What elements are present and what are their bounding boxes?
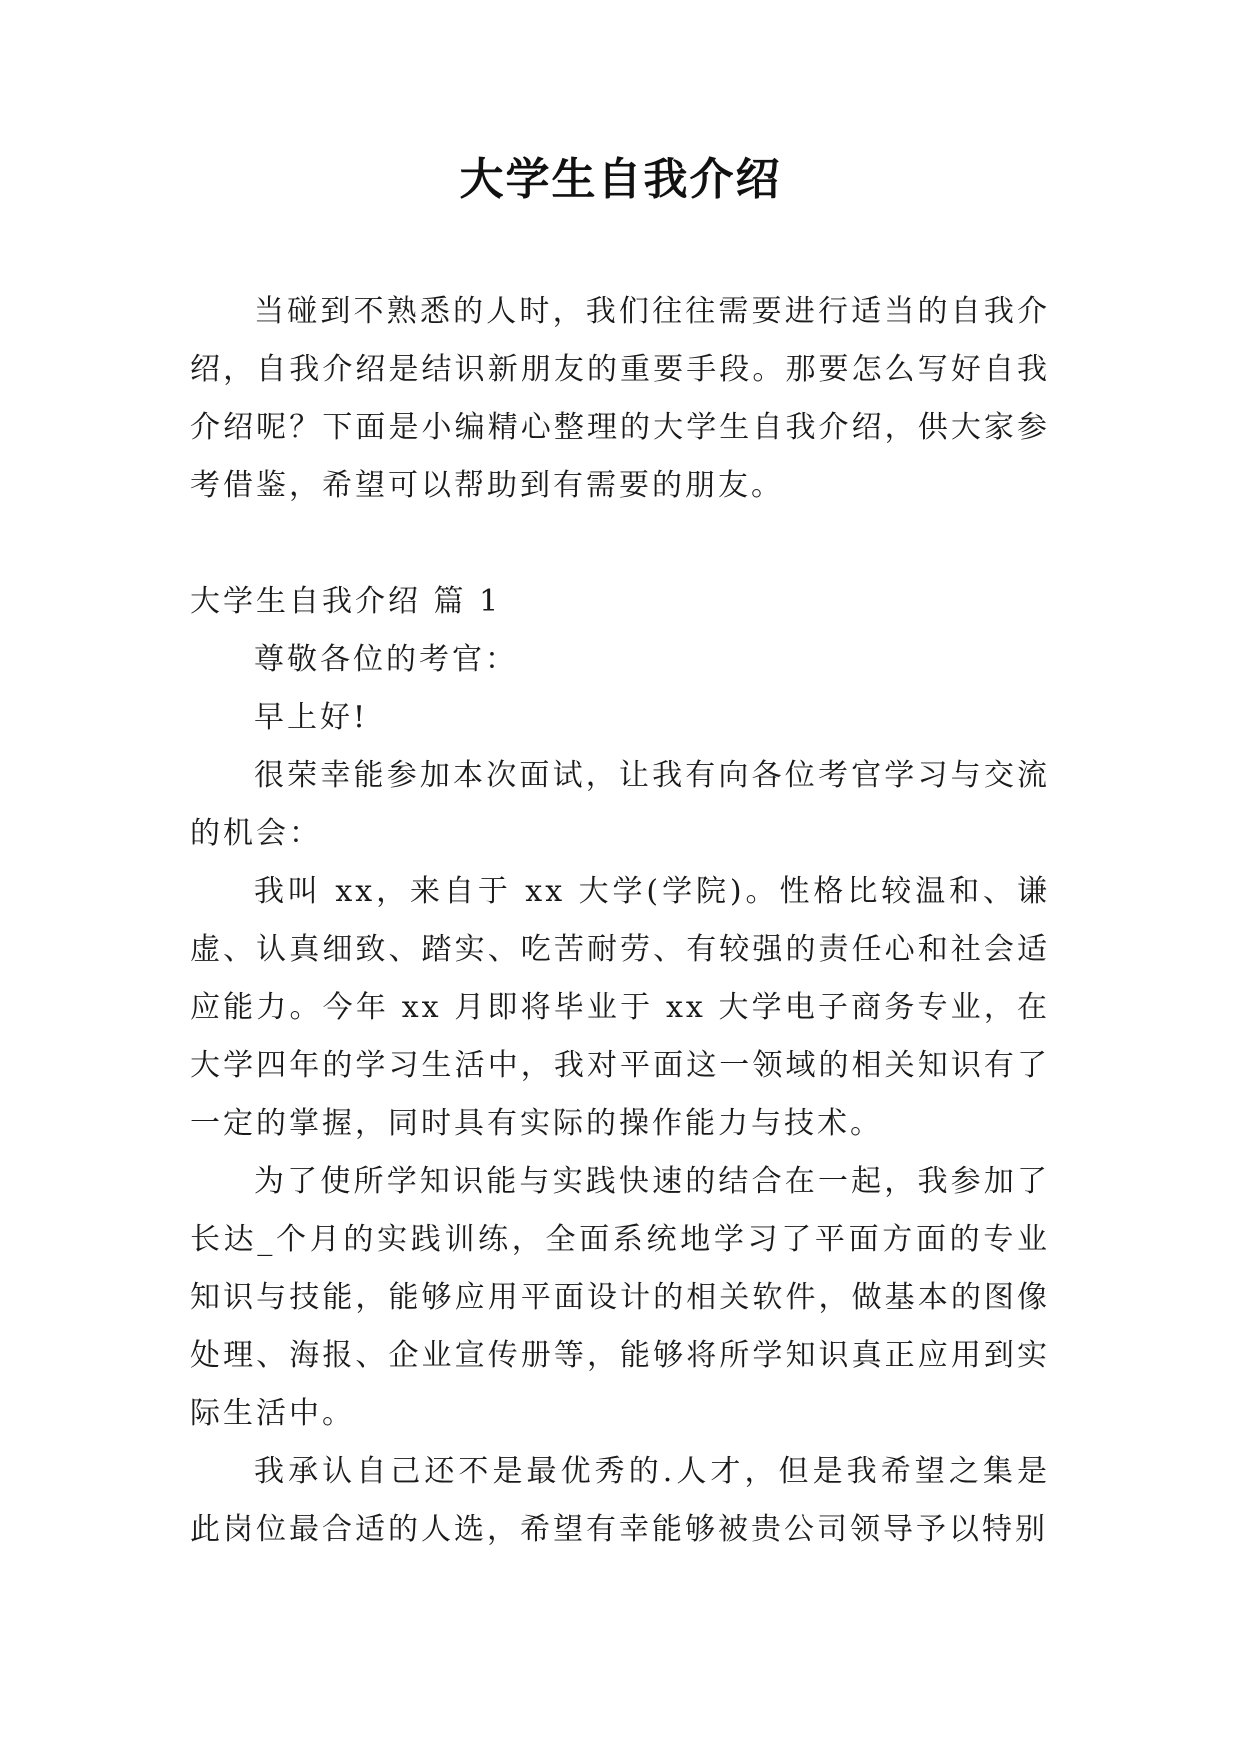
greeting-paragraph: 早上好! xyxy=(254,700,369,735)
salutation-paragraph: 尊敬各位的考官： xyxy=(254,642,518,677)
body-paragraph: 为了使所学知识能与实践快速的结合在一起，我参加了长达_个月的实践训练，全面系统地学习了平面方面的专业知识与技能，能够应用平面设计的相关软件，做基本的图像处理、海报、企业宣传册等，能够将所学知识真正应用到实际生活中。 xyxy=(190,1164,1050,1431)
document-body xyxy=(190,283,1050,1559)
intro-paragraph: 当碰到不熟悉的人时，我们往往需要进行适当的自我介绍，自我介绍是结识新朋友的重要手段。那要怎么写好自我介绍呢？下面是小编精心整理的大学生自我介绍，供大家参考借鉴，希望可以帮助到有需要的朋友。 xyxy=(190,294,1050,503)
body-paragraph: 很荣幸能参加本次面试，让我有向各位考官学习与交流的机会： xyxy=(190,758,1050,851)
body-paragraph: 我承认自己还不是最优秀的.人才，但是我希望之集是此岗位最合适的人选，希望有幸能够被贵公司领导予以特别 xyxy=(190,1454,1050,1547)
section-heading: 大学生自我介绍 篇 1 xyxy=(190,584,502,619)
page-title: 大学生自我介绍 xyxy=(459,154,782,205)
body-paragraph: 我叫 xx，来自于 xx 大学(学院)。性格比较温和、谦虚、认真细致、踏实、吃苦耐劳、有较强的责任心和社会适应能力。今年 xx 月即将毕业于 xx 大学电子商务专业，在大学四年的学习生活中，我对平面这一领域的相关知识有了一定的掌握，同时具有实际的操作能力与技术。 xyxy=(190,874,1050,1141)
